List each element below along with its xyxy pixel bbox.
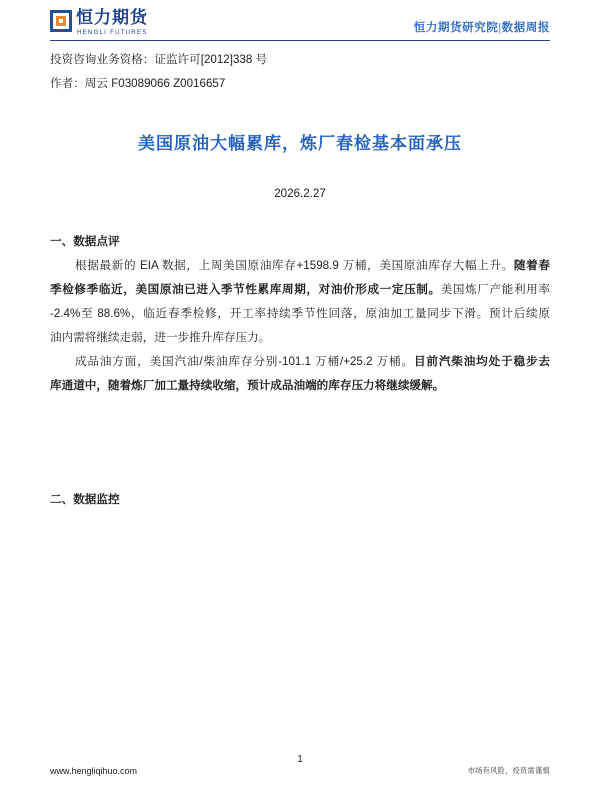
logo-name-cn: 恒力期货 [76, 8, 148, 27]
section-review-body [50, 254, 550, 398]
bold-text-segment: 库通道中，随着炼厂加工量持续收缩，预计成品油端的库存压力将继续缓解。 [50, 379, 445, 392]
website-link[interactable]: www.hengliqihuo.com [50, 766, 138, 776]
text-segment: -2.4%至 88.6%，临近春季检修，开工率持续季节性回落，原油加工量同步下滑。预计后续原 [50, 307, 550, 320]
author-line: 作者：周云 F03089066 Z0016657 [50, 77, 226, 90]
report-series-label: 恒力期货研究院|数据周报 [413, 22, 550, 34]
logo-name-en: HENGLI FUTURES [77, 30, 148, 36]
paragraph [50, 254, 550, 350]
paragraph-line [50, 278, 550, 302]
bold-text-segment: 季检修季临近，美国原油已进入季节性累库周期，对油价形成一定压制。 [50, 283, 441, 296]
risk-disclaimer: 市场有风险，投资需谨慎 [467, 767, 550, 775]
report-title: 美国原油大幅累库，炼厂春检基本面承压 [138, 134, 462, 153]
text-segment: 美国炼厂产能利用率 [440, 283, 550, 296]
paragraph-line [50, 254, 550, 278]
paragraph-line [50, 302, 550, 326]
header-divider [50, 40, 550, 41]
bold-text-segment: 目前汽柴油均处于稳步去 [413, 355, 550, 368]
paragraph-line [50, 350, 550, 374]
section-heading-monitor: 二、数据监控 [50, 493, 120, 506]
qualification-line: 投资咨询业务资格：证监许可[2012]338 号 [50, 53, 268, 66]
paragraph-line [50, 374, 550, 398]
report-date: 2026.2.27 [274, 187, 326, 200]
hengli-logo-icon [50, 10, 72, 32]
text-segment: 根据最新的 EIA 数据，上周美国原油库存+1598.9 万桶，美国原油库存大幅上升。 [75, 259, 514, 272]
text-segment: 成品油方面，美国汽油/柴油库存分别-101.1 万桶/+25.2 万桶。 [75, 355, 414, 368]
page-number: 1 [297, 754, 303, 765]
paragraph-line [50, 326, 550, 350]
text-segment: 油内需将继续走弱，进一步推升库存压力。 [50, 331, 271, 344]
paragraph [50, 350, 550, 398]
section-heading-review: 一、数据点评 [50, 235, 120, 248]
bold-text-segment: 随着春 [513, 259, 550, 272]
